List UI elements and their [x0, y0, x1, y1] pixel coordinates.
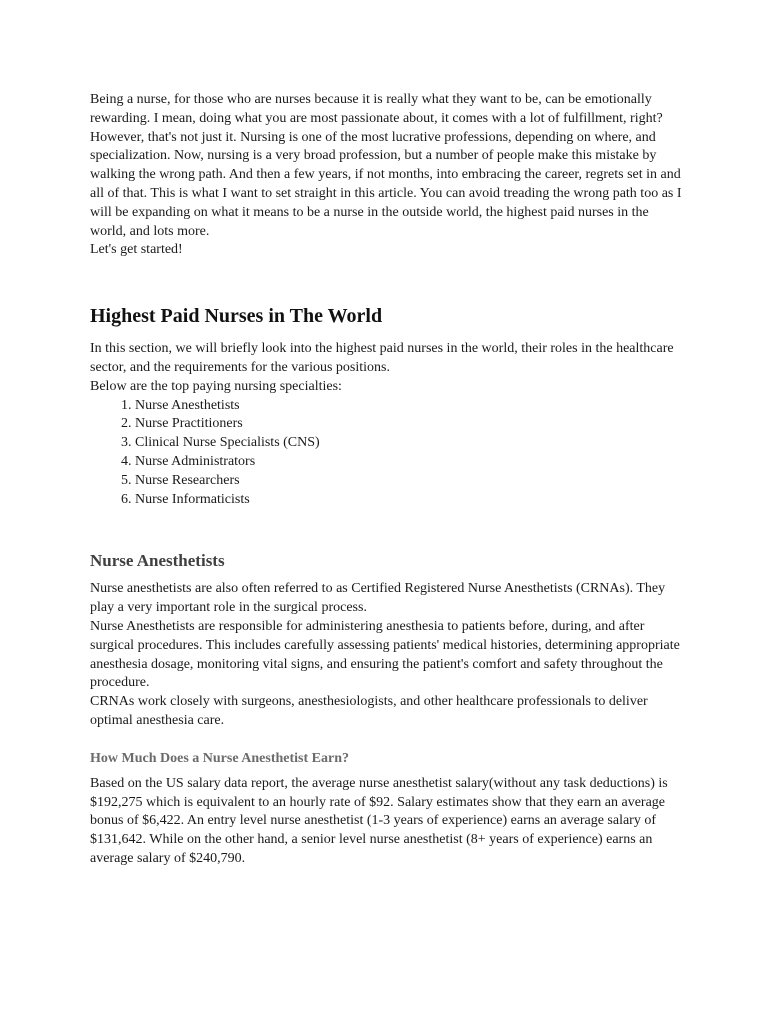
- intro-paragraph: Being a nurse, for those who are nurses because it is really what they want to be, can be emotionally rewarding. I mean, doing what you are most passionate about, it comes with a lot of fulfillment, right? However, that's not just it. Nursing is one of the most lucrative professions, depending on where, and specialization. Now, nursing is a very broad profession, but a number of people make this mistake by walking the wrong path. And then a few years, if not months, into embracing the career, regrets set in and all of that. This is what I want to set straight in this article. You can avoid treading the wrong path too as I will be expanding on what it means to be a nurse in the outside world, the highest paid nurses in the world, and lots more.: [90, 92, 682, 239]
- list-item: 2. Nurse Practitioners: [135, 415, 686, 434]
- anesthetists-paragraph-2: Nurse Anesthetists are responsible for administering anesthesia to patients before, during, and after surgical procedures. This includes carefully assessing patients' medical histories, determining appropriate anesthesia dosage, monitoring vital signs, and ensuring the patient's comfort and safety throughout the procedure.: [90, 618, 680, 691]
- specialties-list: [90, 397, 686, 510]
- specialties-list-intro: Below are the top paying nursing specialties:: [90, 378, 342, 394]
- anesthetists-paragraph-3: CRNAs work closely with surgeons, anesthesiologists, and other healthcare professionals to deliver optimal anesthesia care.: [90, 694, 648, 728]
- list-item: 6. Nurse Informaticists: [135, 491, 686, 510]
- list-item: 1. Nurse Anesthetists: [135, 397, 686, 416]
- anesthetists-heading: Nurse Anesthetists: [90, 551, 225, 571]
- highest-paid-heading: Highest Paid Nurses in The World: [90, 305, 383, 328]
- article: [90, 91, 686, 869]
- intro-start-line: Let's get started!: [90, 242, 183, 258]
- list-item: 5. Nurse Researchers: [135, 472, 686, 491]
- anesthetists-section: [90, 580, 686, 730]
- earnings-paragraph: Based on the US salary data report, the average nurse anesthetist salary(without any task deductions) is $192,275 which is equivalent to an hourly rate of $92. Salary estimates show that they earn an average bonus of $6,422. An entry level nurse anesthetist (1-3 years of experience) earns an average salary of $131,642. While on the other hand, a senior level nurse anesthetist (8+ years of experience) earns an average salary of $240,790.: [90, 775, 668, 866]
- anesthetists-paragraph-1: Nurse anesthetists are also often referred to as Certified Registered Nurse Anesthetists (CRNAs). They play a very important role in the surgical process.: [90, 581, 666, 616]
- highest-paid-paragraph: In this section, we will briefly look into the highest paid nurses in the world, their roles in the healthcare sector, and the requirements for the various positions.: [90, 341, 674, 375]
- intro-section: [90, 91, 686, 260]
- list-item: 3. Clinical Nurse Specialists (CNS): [135, 434, 686, 453]
- earnings-heading: How Much Does a Nurse Anesthetist Earn?: [90, 750, 349, 766]
- highest-paid-section: [90, 340, 686, 509]
- list-item: 4. Nurse Administrators: [135, 453, 686, 472]
